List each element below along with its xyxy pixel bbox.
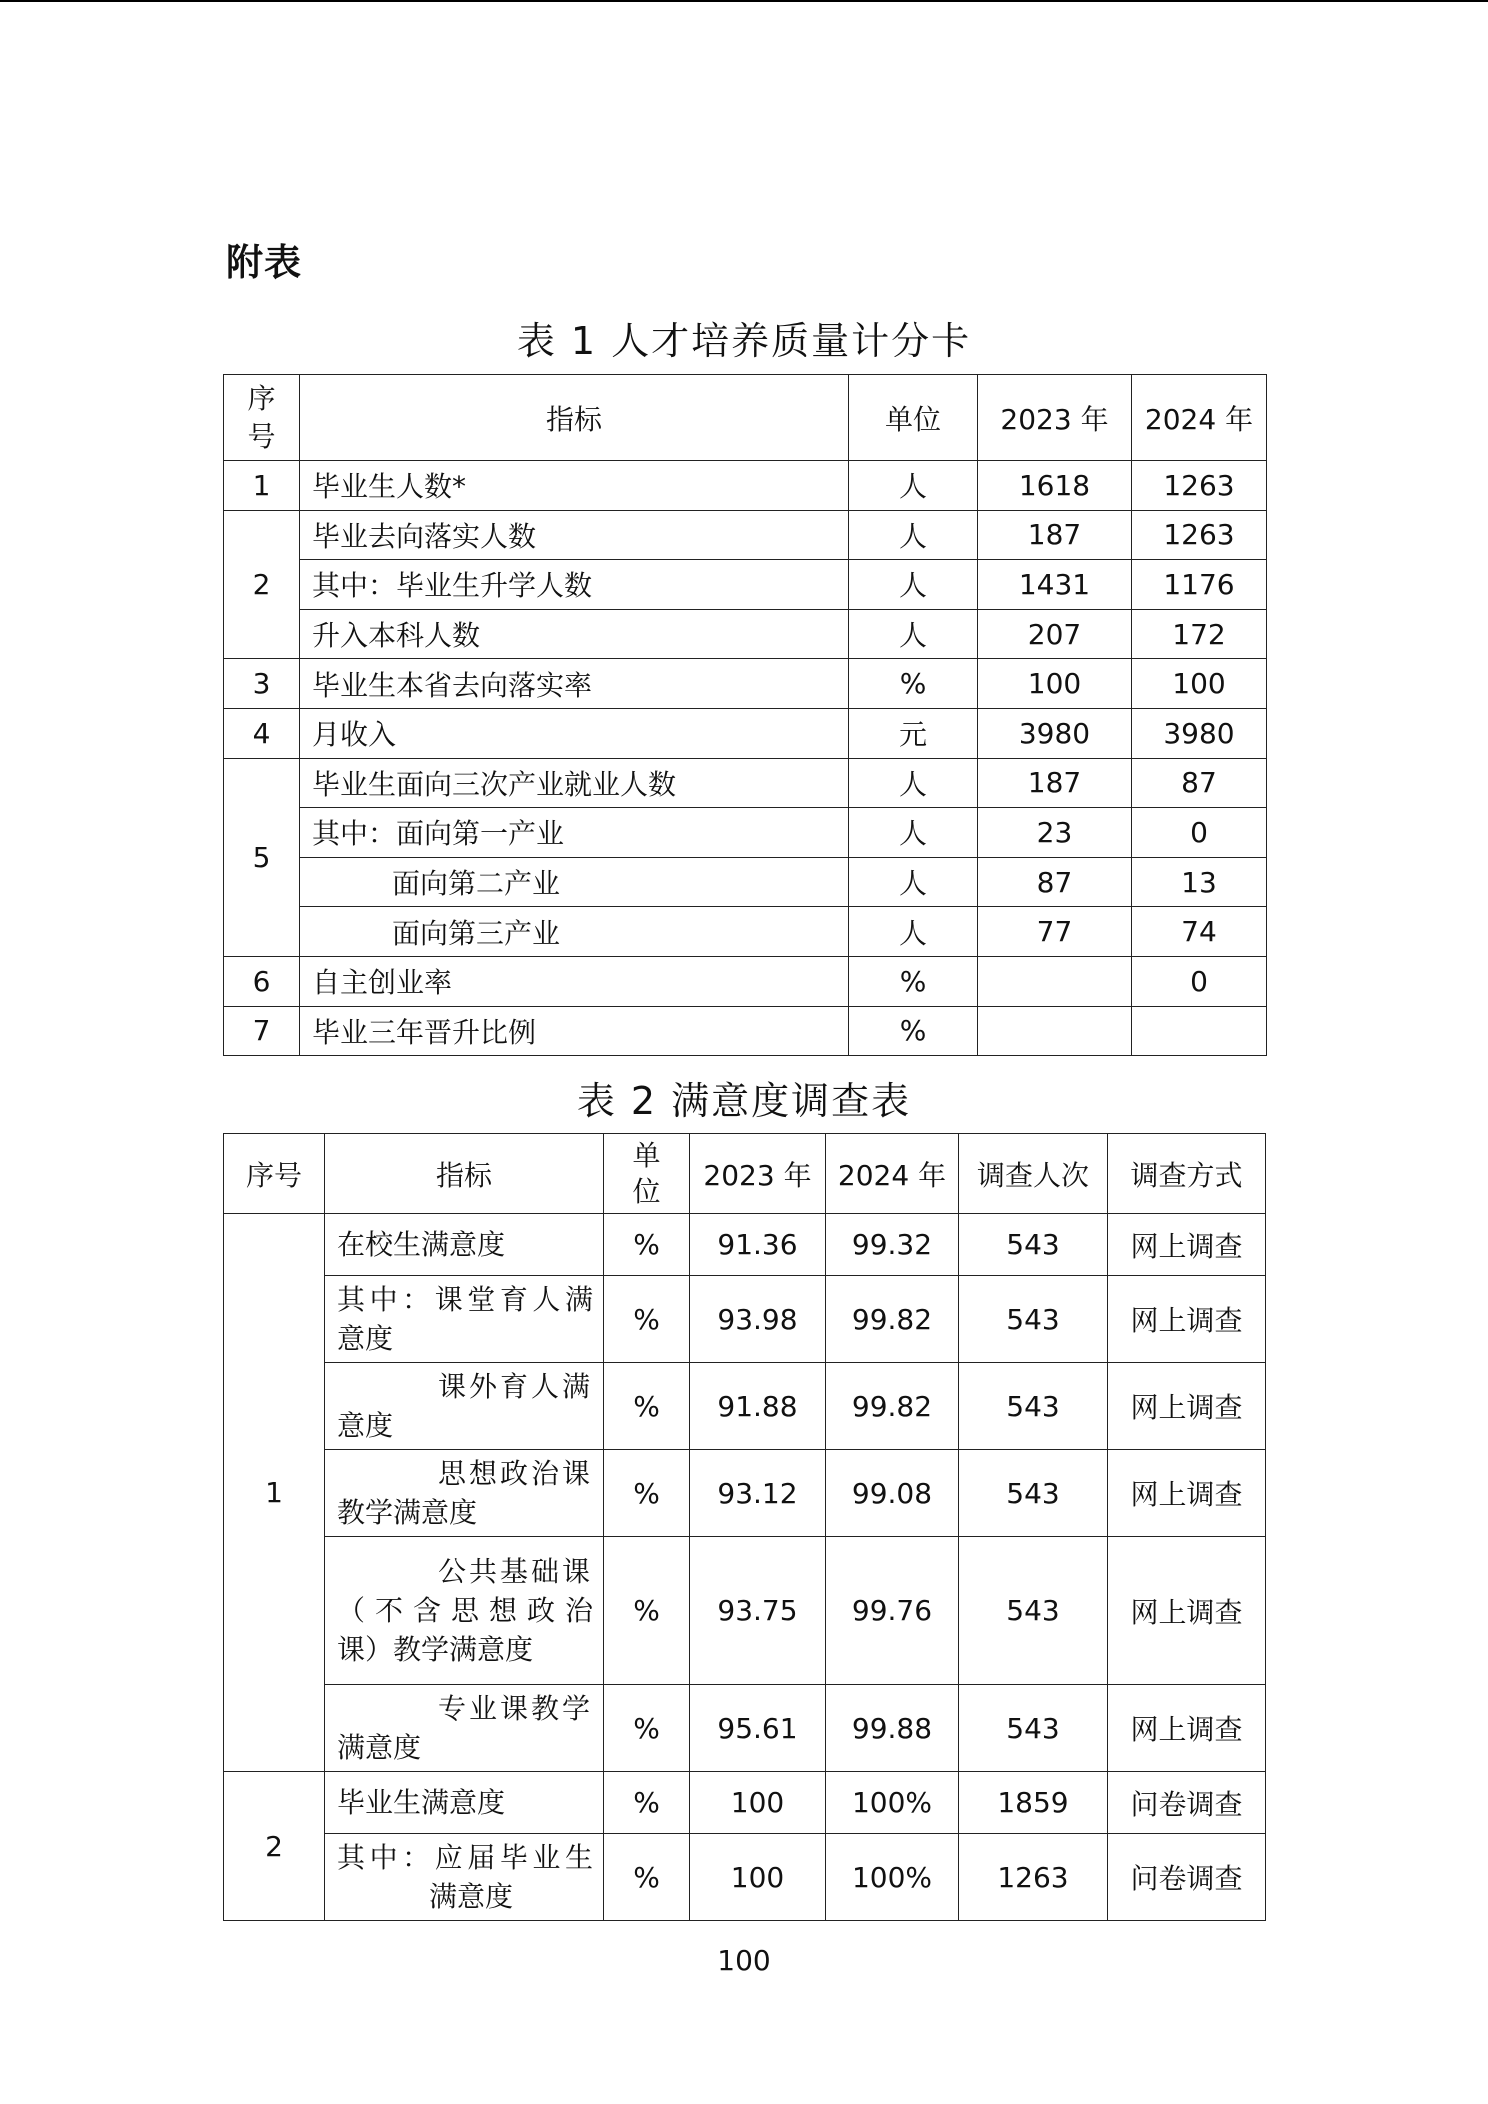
cell-seq: 3 (224, 659, 300, 709)
header-2023: 2023 年 (978, 375, 1132, 461)
cell-2023: 23 (978, 808, 1132, 858)
header-survey-method: 调查方式 (1108, 1134, 1266, 1214)
table2-title: 表 2 满意度调查表 (576, 1079, 912, 1123)
cell-indicator: 毕业去向落实人数 (300, 510, 849, 560)
cell-2024: 172 (1132, 609, 1267, 659)
cell-unit: % (604, 1537, 690, 1685)
cell-survey-method: 网上调查 (1108, 1276, 1266, 1363)
cell-survey-method: 网上调查 (1108, 1685, 1266, 1772)
table-row (224, 708, 1267, 758)
cell-2024: 0 (1132, 808, 1267, 858)
cell-unit: 人 (849, 857, 978, 907)
cell-2023: 3980 (978, 708, 1132, 758)
cell-unit: % (604, 1685, 690, 1772)
table-row (224, 1450, 1266, 1537)
cell-survey-count: 543 (959, 1276, 1108, 1363)
cell-2024: 99.76 (826, 1537, 959, 1685)
top-border (0, 0, 1488, 2)
cell-unit: % (604, 1214, 690, 1276)
cell-survey-method: 问卷调查 (1108, 1834, 1266, 1921)
cell-indicator: 其中：毕业生升学人数 (300, 560, 849, 610)
cell-2024: 3980 (1132, 708, 1267, 758)
cell-2024: 0 (1132, 956, 1267, 1006)
cell-seq: 6 (224, 956, 300, 1006)
header-2023: 2023 年 (690, 1134, 826, 1214)
cell-indicator: 自主创业率 (300, 956, 849, 1006)
header-seq: 序号 (224, 1134, 325, 1214)
table-row (224, 659, 1267, 709)
cell-indicator: 面向第三产业 (300, 907, 849, 957)
table-row (224, 1006, 1267, 1056)
cell-indicator: 在校生满意度 (325, 1214, 604, 1276)
cell-survey-count: 543 (959, 1363, 1108, 1450)
cell-indicator: 公共基础课 （不含思想政治 课）教学满意度 (325, 1537, 604, 1685)
cell-2023: 100 (690, 1772, 826, 1834)
cell-indicator: 其中：课堂育人满 意度 (325, 1276, 604, 1363)
cell-indicator: 毕业生满意度 (325, 1772, 604, 1834)
cell-seq: 2 (224, 510, 300, 659)
table-row (224, 1685, 1266, 1772)
header-indicator: 指标 (325, 1134, 604, 1214)
cell-indicator: 课外育人满 意度 (325, 1363, 604, 1450)
appendix-title: 附表 (226, 241, 302, 284)
cell-2024: 1263 (1132, 510, 1267, 560)
cell-2024: 99.82 (826, 1363, 959, 1450)
table-row (224, 1772, 1266, 1834)
table-row (224, 956, 1267, 1006)
cell-2023: 91.88 (690, 1363, 826, 1450)
cell-2023: 95.61 (690, 1685, 826, 1772)
cell-2023: 187 (978, 758, 1132, 808)
cell-2023: 187 (978, 510, 1132, 560)
cell-2024: 87 (1132, 758, 1267, 808)
cell-survey-count: 1263 (959, 1834, 1108, 1921)
header-seq: 序 号 (224, 375, 300, 461)
cell-unit: % (604, 1834, 690, 1921)
cell-2024: 99.88 (826, 1685, 959, 1772)
cell-indicator: 其中：面向第一产业 (300, 808, 849, 858)
cell-seq: 4 (224, 708, 300, 758)
cell-2024: 100% (826, 1772, 959, 1834)
table-row (224, 1214, 1266, 1276)
cell-indicator: 升入本科人数 (300, 609, 849, 659)
cell-2024: 100 (1132, 659, 1267, 709)
cell-2023: 1431 (978, 560, 1132, 610)
table-row (224, 1363, 1266, 1450)
cell-indicator: 其中：应届毕业生 满意度 (325, 1834, 604, 1921)
page-number: 100 (717, 1944, 771, 1977)
table-row (224, 1276, 1266, 1363)
cell-survey-count: 543 (959, 1685, 1108, 1772)
cell-2023: 91.36 (690, 1214, 826, 1276)
cell-2023: 207 (978, 609, 1132, 659)
table-header-row (224, 1134, 1266, 1214)
cell-unit: % (849, 659, 978, 709)
cell-indicator: 毕业三年晋升比例 (300, 1006, 849, 1056)
table-row (224, 461, 1267, 511)
cell-survey-method: 问卷调查 (1108, 1772, 1266, 1834)
cell-2023: 77 (978, 907, 1132, 957)
cell-2023: 100 (690, 1834, 826, 1921)
table-row (224, 1834, 1266, 1921)
cell-indicator: 月收入 (300, 708, 849, 758)
cell-2024: 99.08 (826, 1450, 959, 1537)
cell-2023: 1618 (978, 461, 1132, 511)
table-row (224, 609, 1267, 659)
cell-unit: 元 (849, 708, 978, 758)
table-row (224, 560, 1267, 610)
cell-survey-method: 网上调查 (1108, 1450, 1266, 1537)
cell-unit: 人 (849, 461, 978, 511)
cell-unit: 人 (849, 907, 978, 957)
cell-2023: 93.98 (690, 1276, 826, 1363)
table-row (224, 510, 1267, 560)
header-2024: 2024 年 (1132, 375, 1267, 461)
cell-survey-count: 543 (959, 1450, 1108, 1537)
cell-seq: 7 (224, 1006, 300, 1056)
table-row (224, 1537, 1266, 1685)
table-row (224, 808, 1267, 858)
cell-indicator: 思想政治课 教学满意度 (325, 1450, 604, 1537)
table-header-row (224, 375, 1267, 461)
cell-unit: % (604, 1450, 690, 1537)
cell-2023: 100 (978, 659, 1132, 709)
cell-2024: 13 (1132, 857, 1267, 907)
table-row (224, 907, 1267, 957)
cell-2023 (978, 1006, 1132, 1056)
cell-survey-count: 543 (959, 1537, 1108, 1685)
table1-title: 表 1 人才培养质量计分卡 (516, 319, 972, 363)
cell-2023 (978, 956, 1132, 1006)
satisfaction-survey-table (223, 1133, 1266, 1921)
cell-survey-method: 网上调查 (1108, 1214, 1266, 1276)
cell-indicator: 毕业生面向三次产业就业人数 (300, 758, 849, 808)
cell-unit: 人 (849, 510, 978, 560)
cell-unit: % (604, 1276, 690, 1363)
cell-seq: 1 (224, 461, 300, 511)
cell-2024: 1263 (1132, 461, 1267, 511)
cell-survey-count: 543 (959, 1214, 1108, 1276)
header-indicator: 指标 (300, 375, 849, 461)
cell-2023: 93.75 (690, 1537, 826, 1685)
cell-2024: 99.32 (826, 1214, 959, 1276)
cell-2024 (1132, 1006, 1267, 1056)
cell-unit: % (849, 1006, 978, 1056)
cell-unit: % (604, 1363, 690, 1450)
cell-survey-count: 1859 (959, 1772, 1108, 1834)
cell-survey-method: 网上调查 (1108, 1537, 1266, 1685)
cell-unit: 人 (849, 808, 978, 858)
header-unit: 单位 (849, 375, 978, 461)
table-row (224, 758, 1267, 808)
cell-2024: 74 (1132, 907, 1267, 957)
header-survey-count: 调查人次 (959, 1134, 1108, 1214)
cell-seq: 5 (224, 758, 300, 956)
table-row (224, 857, 1267, 907)
cell-unit: 人 (849, 560, 978, 610)
cell-indicator: 毕业生人数* (300, 461, 849, 511)
cell-2024: 100% (826, 1834, 959, 1921)
cell-2024: 1176 (1132, 560, 1267, 610)
header-unit: 单 位 (604, 1134, 690, 1214)
cell-indicator: 面向第二产业 (300, 857, 849, 907)
cell-unit: 人 (849, 609, 978, 659)
cell-2023: 93.12 (690, 1450, 826, 1537)
cell-unit: % (849, 956, 978, 1006)
cell-2024: 99.82 (826, 1276, 959, 1363)
cell-indicator: 毕业生本省去向落实率 (300, 659, 849, 709)
cell-2023: 87 (978, 857, 1132, 907)
cell-unit: 人 (849, 758, 978, 808)
cell-unit: % (604, 1772, 690, 1834)
cell-indicator: 专业课教学 满意度 (325, 1685, 604, 1772)
cell-seq: 2 (224, 1772, 325, 1921)
cell-seq: 1 (224, 1214, 325, 1772)
talent-quality-scorecard-table (223, 374, 1267, 1056)
cell-survey-method: 网上调查 (1108, 1363, 1266, 1450)
header-2024: 2024 年 (826, 1134, 959, 1214)
